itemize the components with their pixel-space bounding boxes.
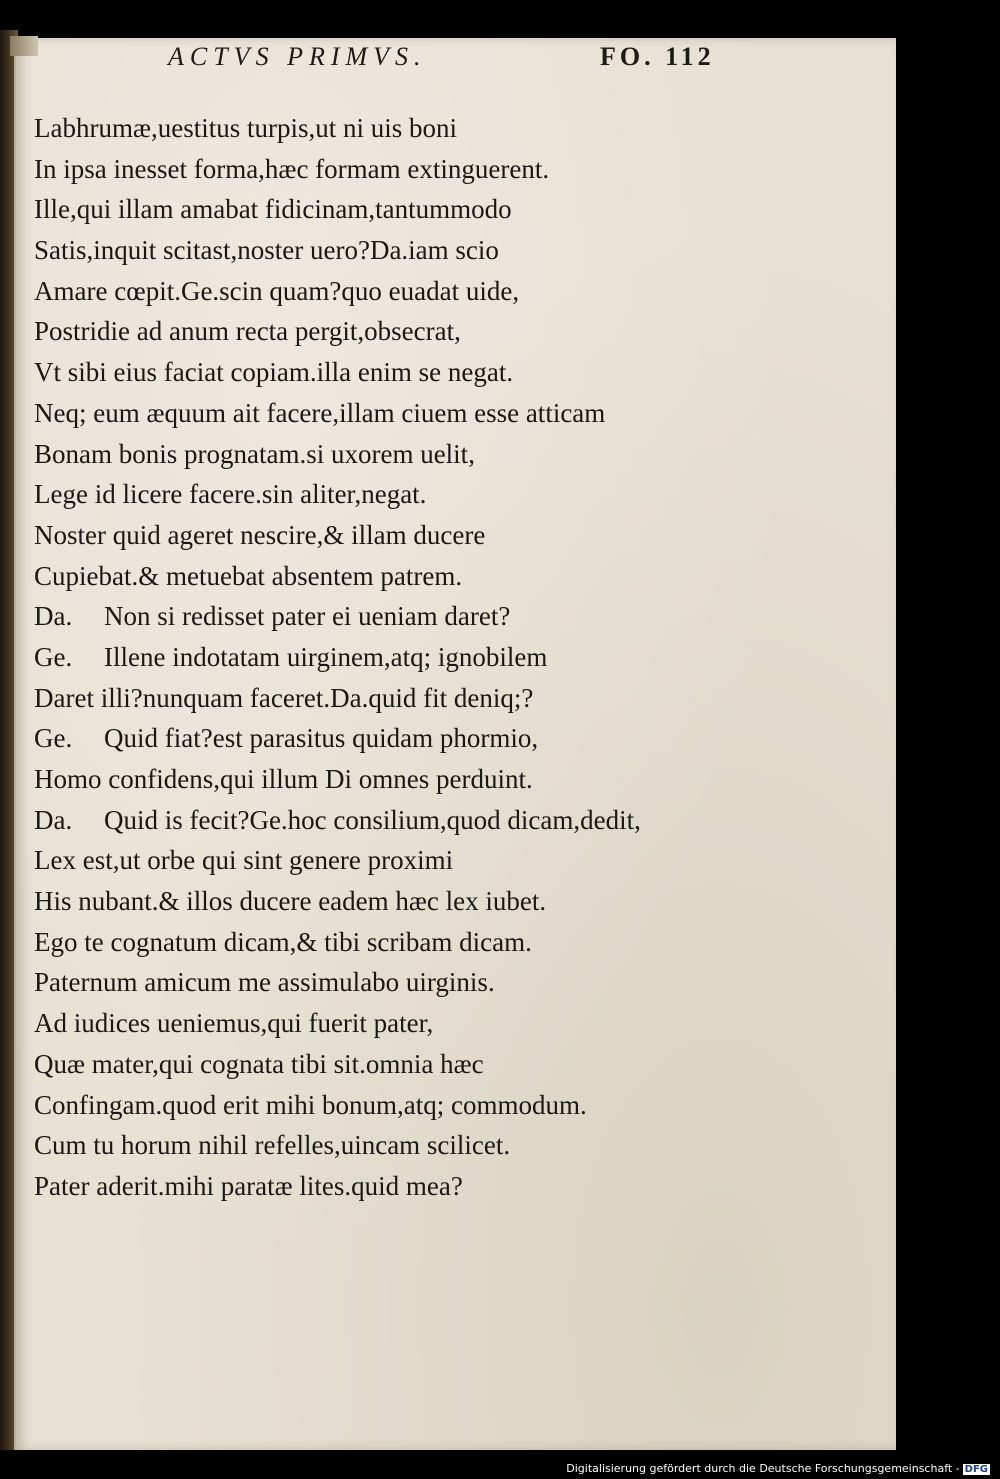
- verse-text: His nubant.& illos ducere eadem hæc lex iubet.: [34, 886, 547, 917]
- verse-line: [34, 230, 734, 271]
- verse-text: In ipsa inesset forma,hæc formam extinguerent.: [34, 153, 550, 184]
- speaker-label: Ge.: [34, 723, 73, 754]
- verse-line: [34, 474, 734, 515]
- verse-line: [34, 637, 734, 678]
- verse-text: Noster quid ageret nescire,& illam ducere: [34, 519, 486, 550]
- verse-text: Ego te cognatum dicam,& tibi scribam dicam.: [34, 926, 532, 957]
- verse-text: Labhrumæ,uestitus turpis,ut ni uis boni: [34, 113, 457, 143]
- verse-text: Quid fiat?est parasitus quidam phormio,: [104, 723, 539, 754]
- running-head: ACTVS PRIMVS.: [168, 42, 427, 71]
- verse-line: [34, 1003, 734, 1044]
- verse-line: [34, 596, 734, 637]
- verse-line: [34, 922, 734, 963]
- verse-line: [34, 800, 734, 841]
- verse-line: [34, 352, 734, 393]
- folio-number: FO. 112: [600, 42, 715, 71]
- credit-text: Digitalisierung gefördert durch die Deutsche Forschungsgemeinschaft -: [566, 1462, 960, 1475]
- dfg-logo: DFG: [964, 1464, 988, 1475]
- verse-line: [34, 718, 734, 759]
- verse-line: [34, 556, 734, 597]
- verse-line: [34, 1085, 734, 1126]
- verse-text: Lex est,ut orbe qui sint genere proximi: [34, 845, 454, 876]
- verse-text: Paternum amicum me assimulabo uirginis.: [34, 967, 495, 998]
- verse-line: [34, 1125, 734, 1166]
- verse-text: Daret illi?nunquam faceret.Da.quid fit deniq;?: [34, 682, 534, 713]
- verse-line: [34, 1166, 734, 1207]
- speaker-label: Da.: [34, 601, 73, 632]
- verse-line: [34, 881, 734, 922]
- verse-line: [34, 678, 734, 719]
- verse-text: Ille,qui illam amabat fidicinam,tantummodo: [34, 194, 512, 225]
- verse-text: Neq; eum æquum ait facere,illam ciuem esse atticam: [34, 397, 606, 428]
- verse-text: Quæ mater,qui cognata tibi sit.omnia hæc: [34, 1048, 484, 1079]
- verse-text: Non si redisset pater ei ueniam daret?: [104, 601, 511, 632]
- verse-text: Pater aderit.mihi paratæ lites.quid mea?: [34, 1170, 463, 1201]
- page-edge: [10, 36, 38, 56]
- verse-text: Vt sibi eius faciat copiam.illa enim se negat.: [34, 357, 514, 388]
- verse-line: [34, 1044, 734, 1085]
- verse-text: Cum tu horum nihil refelles,uincam scilicet.: [34, 1130, 511, 1161]
- verse-text: Illene indotatam uirginem,atq; ignobilem: [104, 641, 548, 672]
- verse-line: [34, 311, 734, 352]
- verse-text: Homo confidens,qui illum Di omnes perduint.: [34, 764, 533, 794]
- verse-text: Satis,inquit scitast,noster uero?Da.iam scio: [34, 235, 499, 266]
- verse-text-block: [34, 108, 734, 1207]
- verse-line: [34, 271, 734, 312]
- verse-text: Cupiebat.& metuebat absentem patrem.: [34, 560, 463, 591]
- verse-text: Lege id licere facere.sin aliter,negat.: [34, 479, 427, 510]
- speaker-label: Ge.: [34, 641, 73, 672]
- digitization-credit: [564, 1462, 992, 1475]
- verse-text: Ad iudices ueniemus,qui fuerit pater,: [34, 1008, 434, 1039]
- speaker-label: Da.: [34, 804, 73, 835]
- verse-text: Postridie ad anum recta pergit,obsecrat,: [34, 316, 461, 347]
- verse-text: Bonam bonis prognatam.si uxorem uelit,: [34, 438, 475, 469]
- verse-text: Amare cœpit.Ge.scin quam?quo euadat uide,: [34, 275, 520, 306]
- verse-line: [34, 108, 734, 149]
- verse-text: Confingam.quod erit mihi bonum,atq; commodum.: [34, 1089, 587, 1120]
- verse-line: [34, 149, 734, 190]
- verse-line: [34, 840, 734, 881]
- verse-line: [34, 434, 734, 475]
- verse-line: [34, 189, 734, 230]
- verse-line: [34, 393, 734, 434]
- verse-line: [34, 515, 734, 556]
- verse-line: [34, 962, 734, 1003]
- verse-text: Quid is fecit?Ge.hoc consilium,quod dicam,dedit,: [104, 804, 641, 835]
- verse-line: [34, 759, 734, 800]
